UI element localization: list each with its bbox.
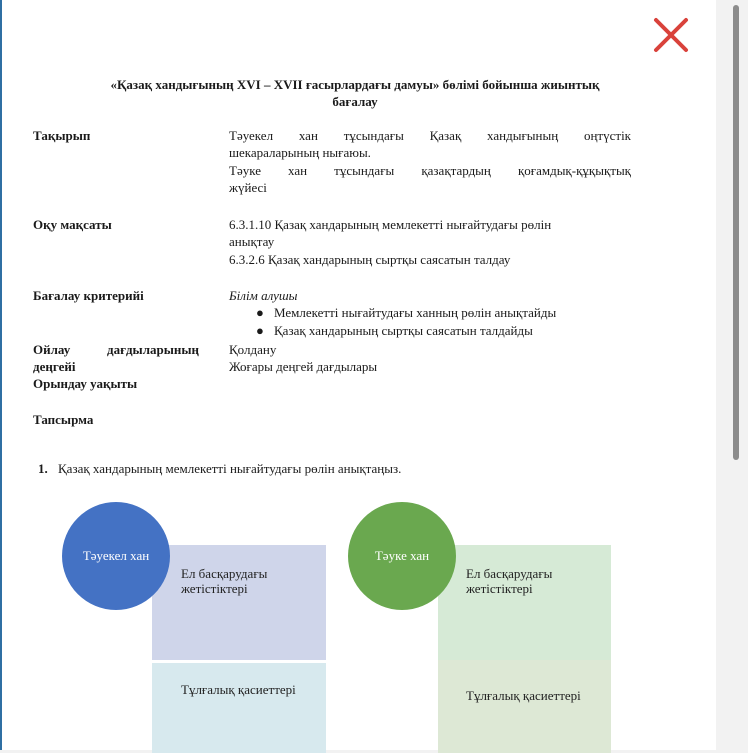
close-icon[interactable] bbox=[652, 16, 690, 54]
criteria-label: Бағалау критерийі bbox=[33, 288, 144, 303]
diagram1-circle bbox=[62, 502, 170, 610]
bullet-icon: ● bbox=[256, 323, 264, 338]
thinking-label-part1: Ойлау bbox=[33, 342, 71, 357]
scrollbar-thumb[interactable] bbox=[733, 5, 739, 460]
doc-title-line2: бағалау bbox=[332, 94, 378, 109]
left-border bbox=[0, 0, 2, 750]
diagram2-achievements-text: Ел басқарудағы жетістіктері bbox=[466, 566, 553, 596]
goal1-line1: 6.3.1.10 Қазақ хандарының мемлекетті нығайтудағы рөлін bbox=[229, 217, 552, 232]
doc-title-line1: «Қазақ хандығының XVI – XVII ғасырлардағы дамуы» бөлімі бойынша жиынтық bbox=[110, 77, 600, 92]
diagram2-circle bbox=[348, 502, 456, 610]
criteria-item: Қазақ хандарының сыртқы саясатын талдайды bbox=[274, 323, 533, 338]
goal2: 6.3.2.6 Қазақ хандарының сыртқы саясатын талдау bbox=[229, 252, 511, 267]
task-label: Тапсырма bbox=[33, 412, 94, 427]
diagram2-qualities-text: Тұлғалық қасиеттері bbox=[466, 688, 581, 703]
question-text: Қазақ хандарының мемлекетті нығайтудағы рөлін анықтаңыз. bbox=[58, 461, 402, 476]
topic-line2: шекараларының нығаюы. bbox=[229, 145, 371, 160]
diagram2-achievements-box bbox=[438, 545, 611, 660]
question-number: 1. bbox=[38, 461, 48, 476]
bullet-icon: ● bbox=[256, 305, 264, 320]
time-label: Орындау уақыты bbox=[33, 376, 138, 391]
diagram1-circle-label: Тәуекел хан bbox=[82, 548, 150, 563]
goal1-line2: анықтау bbox=[229, 234, 275, 249]
diagram1-qualities-box bbox=[152, 663, 326, 753]
thinking-value1: Қолдану bbox=[229, 342, 277, 357]
topic-line1: Тәуекел хан тұсындағы Қазақ хандығының оңтүстік bbox=[229, 128, 631, 143]
diagram1-qualities-text: Тұлғалық қасиеттері bbox=[181, 682, 296, 697]
criteria-item: Мемлекетті нығайтудағы ханның рөлін анықтайды bbox=[274, 305, 557, 320]
thinking-label-part2: дағдыларының bbox=[107, 342, 200, 357]
diagram2-circle-label: Тәуке хан bbox=[374, 548, 430, 563]
topic-line3: Тәуке хан тұсындағы қазақтардың қоғамдық-құқықтық bbox=[229, 163, 631, 178]
criteria-intro: Білім алушы bbox=[229, 288, 298, 303]
thinking-value2: Жоғары деңгей дағдылары bbox=[229, 359, 378, 374]
diagram1-achievements-box bbox=[152, 545, 326, 660]
topic-label: Тақырып bbox=[33, 128, 91, 143]
goals-label: Оқу мақсаты bbox=[33, 217, 112, 232]
diagram2-qualities-box bbox=[438, 660, 611, 753]
diagram1-achievements-text: Ел басқарудағы жетістіктері bbox=[181, 566, 268, 596]
thinking-label-line2: деңгейі bbox=[33, 359, 76, 374]
topic-line4: жүйесі bbox=[229, 180, 267, 195]
